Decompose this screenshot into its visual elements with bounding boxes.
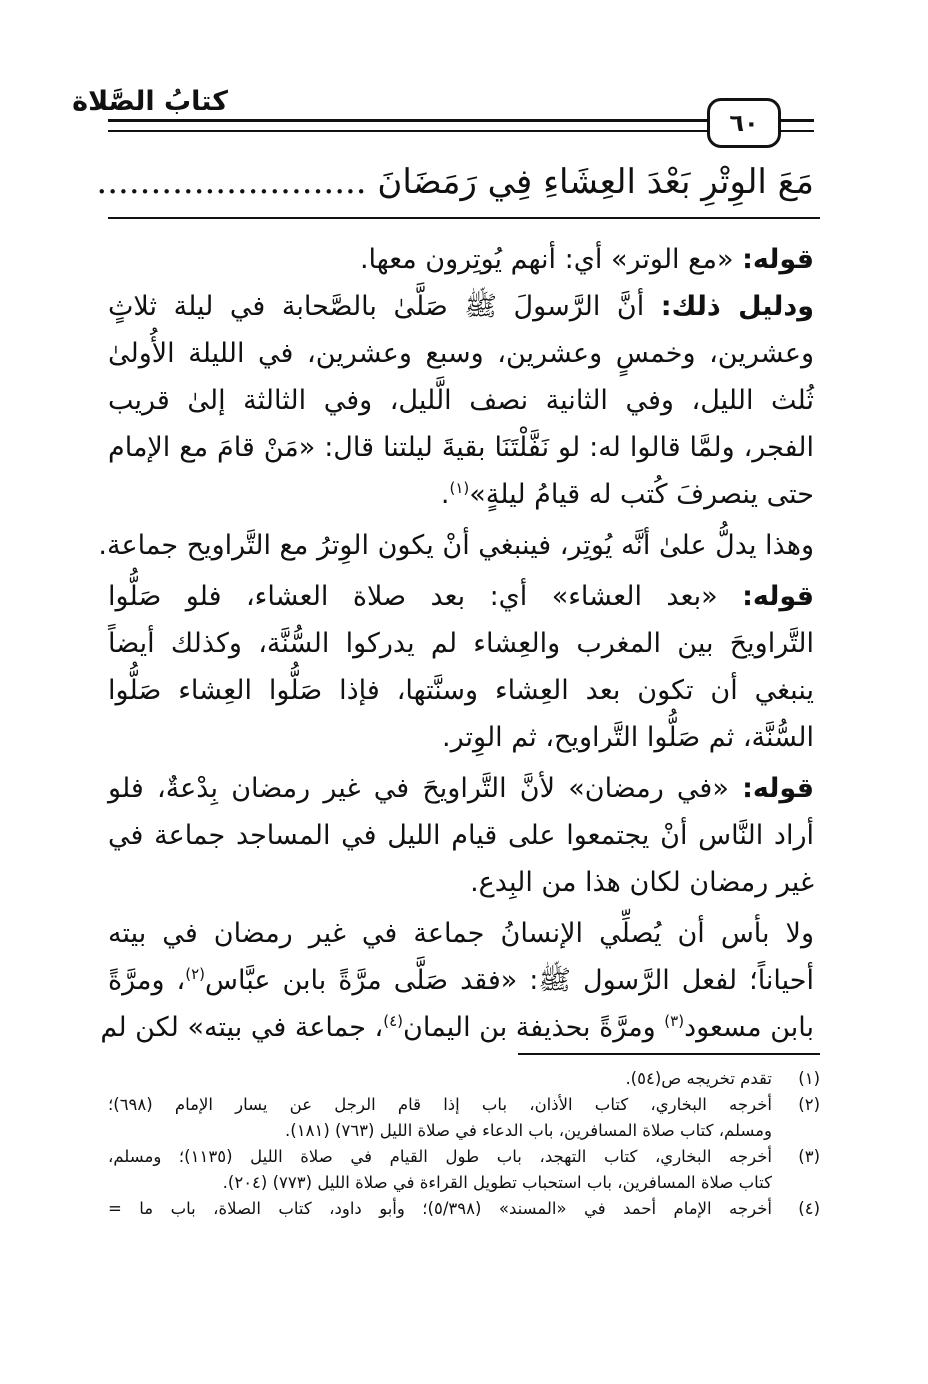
footnote-line: أخرجه البخاري، كتاب التهجد، باب طول القيام في صلاة الليل (١١٣٥)؛ ومسلم،	[108, 1147, 772, 1166]
text-line	[108, 573, 814, 620]
line-text: التَّراويحَ بين المغرب والعِشاء لم يدركوا السُّنَّة، وكذلك أيضاً	[108, 628, 814, 659]
line-text: .	[440, 479, 450, 510]
line-text: ينبغي أن تكون بعد العِشاء وسنَّتها، فإذا صَلُّوا العِشاء صَلُّوا	[108, 675, 814, 706]
matn-line: مَعَ الوِتْرِ بَعْدَ العِشَاءِ فِي رَمَضَانَ .........................	[96, 162, 814, 202]
line-text: ولا بأس أن يُصلِّي الإنسانُ جماعة في غير رمضان في بيته	[108, 918, 814, 949]
line-text: «مع الوتر» أي: أنهم يُوتِرون معها.	[359, 244, 743, 275]
footnotes	[108, 1066, 820, 1222]
line-text: «بعد العشاء» أي: بعد صلاة العشاء، فلو صَلُّوا	[108, 581, 743, 612]
line-text: وهذا يدلُّ علىٰ أنَّه يُوتِر، فينبغي أنْ يكون الوِترُ مع التَّراويح جماعة.	[98, 530, 814, 561]
line-text: حتى ينصرفَ كُتب له قيامُ ليلةٍ»	[469, 479, 814, 510]
commentary-body	[98, 236, 815, 1051]
footnote-line: كتاب صلاة المسافرين، باب استحباب تطويل القراءة في صلاة الليل (٧٧٣) (٢٠٤).	[222, 1173, 772, 1192]
line-text: ، ومرَّةً	[108, 965, 186, 996]
bold-keyword: ودليل ذلك:	[660, 291, 814, 322]
line-text: بابن مسعود	[684, 1012, 814, 1043]
footnote-line: تقدم تخريجه ص(٥٤).	[625, 1069, 772, 1088]
footnote-line: أخرجه الإمام أحمد في «المسند» (٥/٣٩٨)؛ وأبو داود، كتاب الصلاة، باب ما =	[108, 1199, 772, 1218]
running-header-title: كتابُ الصَّلاة	[72, 86, 228, 117]
text-line	[108, 283, 814, 330]
bold-keyword: قوله:	[742, 773, 814, 804]
line-text: أراد النَّاس أنْ يجتمعوا على قيام الليل في المساجد جماعة في	[108, 820, 814, 851]
footnote-marker: (٣)	[664, 1012, 685, 1030]
page-number: ٦٠	[707, 98, 781, 148]
footnote-number: (٤)	[798, 1199, 820, 1218]
line-text: ومرَّةً بحذيفة بن اليمان	[403, 1012, 665, 1043]
bold-keyword: قوله:	[742, 244, 814, 275]
footnote-text	[108, 1196, 772, 1222]
line-text: ، جماعة في بيته» لكن لم	[100, 1012, 384, 1043]
footnote-number: (٣)	[798, 1147, 820, 1166]
line-text: أحياناً؛ لفعل الرَّسول ﷺ: «فقد صَلَّى مرَّةً بابن عبَّاس	[205, 965, 815, 996]
line-text: ثُلث الليل، وفي الثانية نصف الَّليل، وفي الثالثة إلىٰ قريب	[108, 385, 814, 416]
footnote-marker: (٤)	[383, 1012, 404, 1030]
footnote-line: ومسلم، كتاب صلاة المسافرين، باب الدعاء في صلاة الليل (٧٦٣) (١٨١).	[285, 1121, 772, 1140]
text-line	[108, 714, 814, 761]
footnote-text	[108, 1092, 772, 1144]
footnote-text	[108, 1144, 772, 1196]
text-line	[108, 667, 814, 714]
text-line	[100, 1004, 814, 1051]
text-line	[108, 377, 814, 424]
footnote	[108, 1144, 820, 1196]
text-line	[108, 765, 814, 812]
text-line	[108, 859, 814, 906]
footnote-number: (١)	[798, 1069, 820, 1088]
line-text: «في رمضان» لأنَّ التَّراويحَ في غير رمضان بِدْعةٌ، فلو	[108, 773, 743, 804]
text-line	[108, 471, 814, 518]
line-text: الفجر، ولمَّا قالوا له: لو نَفَّلْتَنَا بقيةَ ليلتنا قال: «مَنْ قامَ مع الإمام	[108, 432, 814, 463]
line-text: غير رمضان لكان هذا من البِدع.	[470, 867, 814, 898]
text-line	[108, 910, 814, 957]
line-text: وعشرين، وخمسٍ وعشرين، وسبع وعشرين، في الليلة الأُولىٰ	[108, 338, 814, 369]
footnote-text	[108, 1066, 772, 1092]
text-line	[98, 522, 814, 569]
text-line	[108, 620, 814, 667]
text-line	[108, 330, 814, 377]
footnote	[108, 1196, 820, 1222]
line-text: السُّنَّة، ثم صَلُّوا التَّراويح، ثم الوِتر.	[442, 722, 814, 753]
line-text: أنَّ الرَّسولَ ﷺ صَلَّىٰ بالصَّحابة في ليلة ثلاثٍ	[108, 291, 661, 322]
text-line	[108, 236, 814, 283]
footnote-number: (٢)	[798, 1095, 820, 1114]
footnote-marker: (١)	[449, 479, 470, 497]
footnote-divider	[518, 1053, 820, 1055]
footnote	[108, 1066, 820, 1092]
footnote-marker: (٢)	[185, 965, 206, 983]
text-line	[108, 424, 814, 471]
bold-keyword: قوله:	[742, 581, 814, 612]
text-line	[108, 812, 814, 859]
footnote	[108, 1092, 820, 1144]
text-line	[108, 957, 814, 1004]
matn-divider	[108, 217, 820, 219]
footnote-line: أخرجه البخاري، كتاب الأذان، باب إذا قام الرجل عن يسار الإمام (٦٩٨)؛	[108, 1095, 772, 1114]
